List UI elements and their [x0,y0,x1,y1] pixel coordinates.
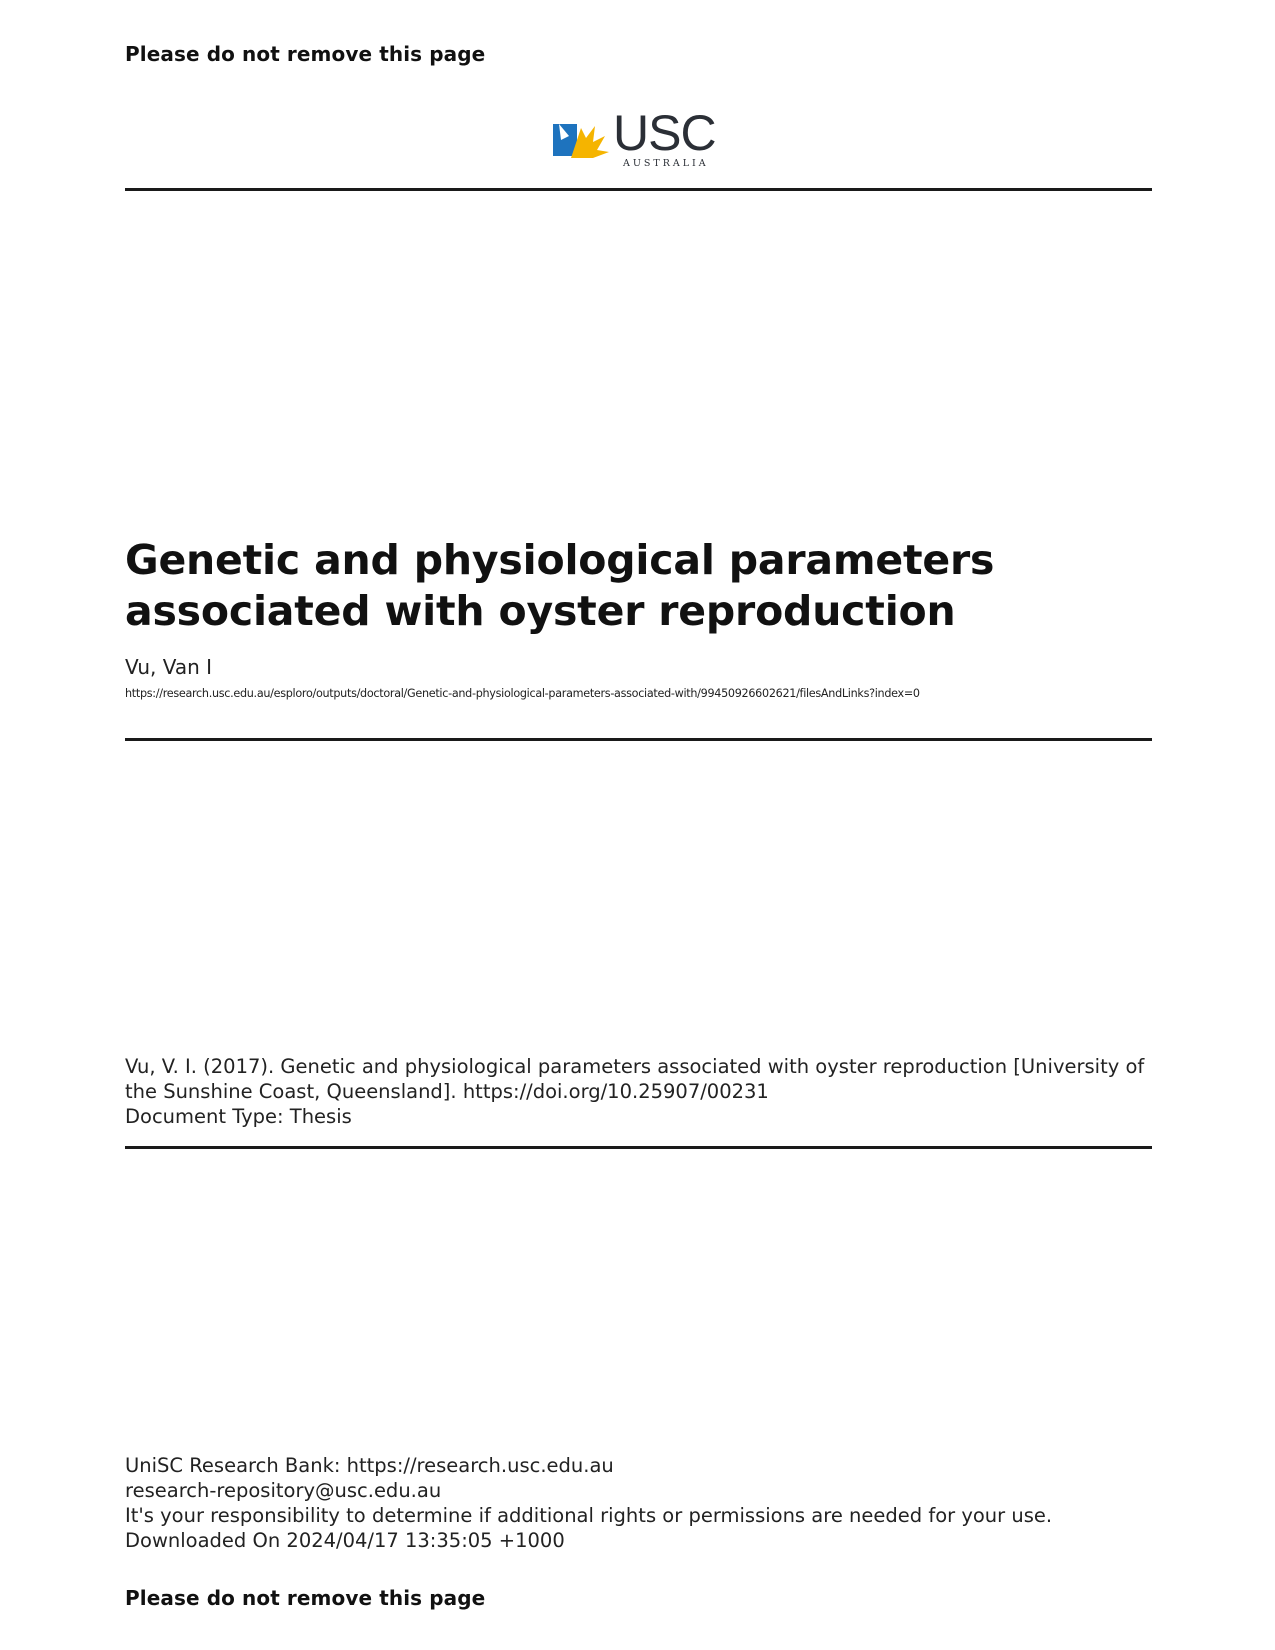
rights-statement: It's your responsibility to determine if additional rights or permissions are needed for your use. [125,1504,1053,1527]
divider-bottom [125,1146,1152,1149]
footer-info [125,1453,1052,1553]
document-type: Document Type: Thesis [125,1105,352,1128]
notice-top: Please do not remove this page [125,42,486,66]
repository-email-link[interactable]: research-repository@usc.edu.au [125,1479,442,1502]
logo-subtitle: AUSTRALIA [623,158,709,169]
logo-wordmark: USC [613,105,716,161]
usc-logo-icon [553,122,613,160]
record-url-link[interactable]: https://research.usc.edu.au/esploro/outputs/doctoral/Genetic-and-physiological-parameters-associated-with/99450926602621/filesAndLinks?index=0 [125,687,920,700]
author: Vu, Van I [125,655,213,679]
citation-line-2: the Sunshine Coast, Queensland]. https://doi.org/10.25907/00231 [125,1080,769,1103]
citation-block [125,1054,1165,1129]
research-bank-link[interactable]: UniSC Research Bank: https://research.usc.edu.au [125,1454,614,1477]
citation-line-1: Vu, V. I. (2017). Genetic and physiological parameters associated with oyster reproduction [University of [125,1055,1145,1078]
divider-top [125,188,1152,191]
divider-middle [125,738,1152,741]
download-timestamp: Downloaded On 2024/04/17 13:35:05 +1000 [125,1529,565,1552]
page-title: Genetic and physiological parameters associated with oyster reproduction [125,536,995,635]
usc-logo [553,105,723,174]
notice-bottom: Please do not remove this page [125,1586,486,1610]
